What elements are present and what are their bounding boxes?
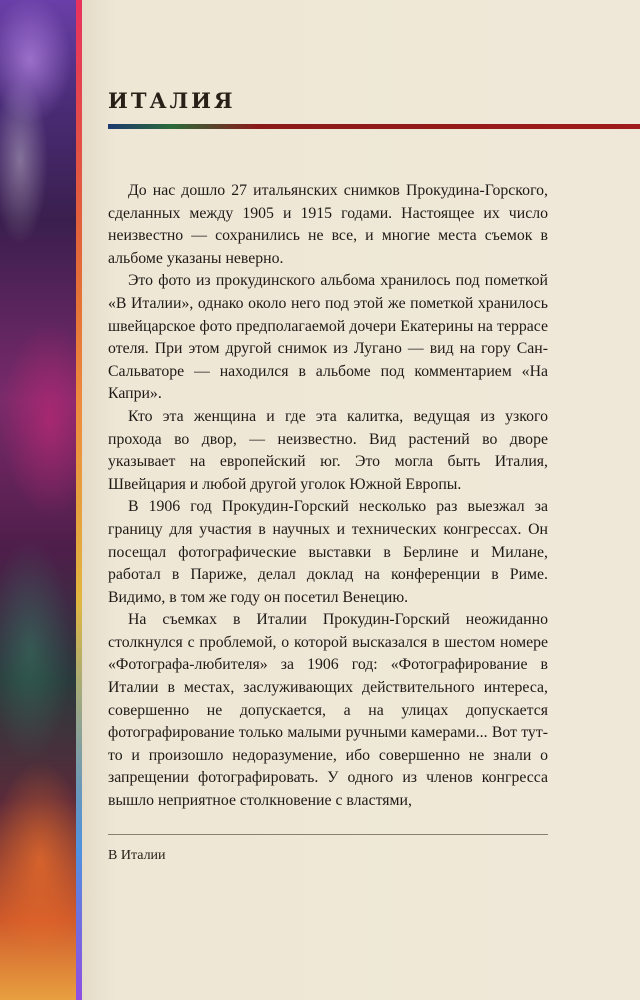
paragraph: Это фото из прокудинского альбома хранилось под пометкой «В Италии», однако около него под этой же пометкой хранилось швейцарское фото предполагаемой дочери Екатерины на террасе отеля. При этом другой снимок из Лугано — вид на гору Сан-Сальваторе — находился в альбоме под комментарием «На Капри». [108, 272, 548, 403]
photo-caption: В Италии [108, 848, 166, 863]
paragraph: В 1906 год Прокудин-Горский несколько раз выезжал за границу для участия в научных и технических конгрессах. Он посещал фотографические выставки в Берлине и Милане, работал в Париже, делал доклад на конференции в Риме. Видимо, в том же году он посетил Венецию. [108, 498, 548, 606]
paragraph: До нас дошло 27 итальянских снимков Прокудина-Горского, сделанных между 1905 и 1915 годами. Настоящее их число неизвестно — сохранились не все, и многие места съемок в альбоме указаны неверно. [108, 182, 548, 267]
photo-strip [0, 0, 82, 1000]
paragraph: На съемках в Италии Прокудин-Горский неожиданно столкнулся с проблемой, о которой высказался в шестом номере «Фотографа-любителя» за 1906 год: «Фотографирование в Италии в местах, заслуживающих действительного интереса, совершенно не допускается, а на улицах допускается фотографирование только малыми ручными камерами... Вот тут-то и произошло недоразумение, ибо совершенно не знали о запрещении фотографировать. У одного из членов конгресса вышло неприятное столкновение с властями, [108, 611, 548, 810]
heading-rule [108, 124, 640, 129]
footer-rule [108, 834, 548, 835]
chapter-heading: ИТАЛИЯ [108, 88, 236, 113]
body-text [108, 180, 548, 813]
paragraph: Кто эта женщина и где эта калитка, ведущая из узкого прохода во двор, — неизвестно. Вид растений во дворе указывает на европейский юг. Это могла быть Италия, Швейцария и любой другой уголок Южной Европы. [108, 407, 548, 493]
